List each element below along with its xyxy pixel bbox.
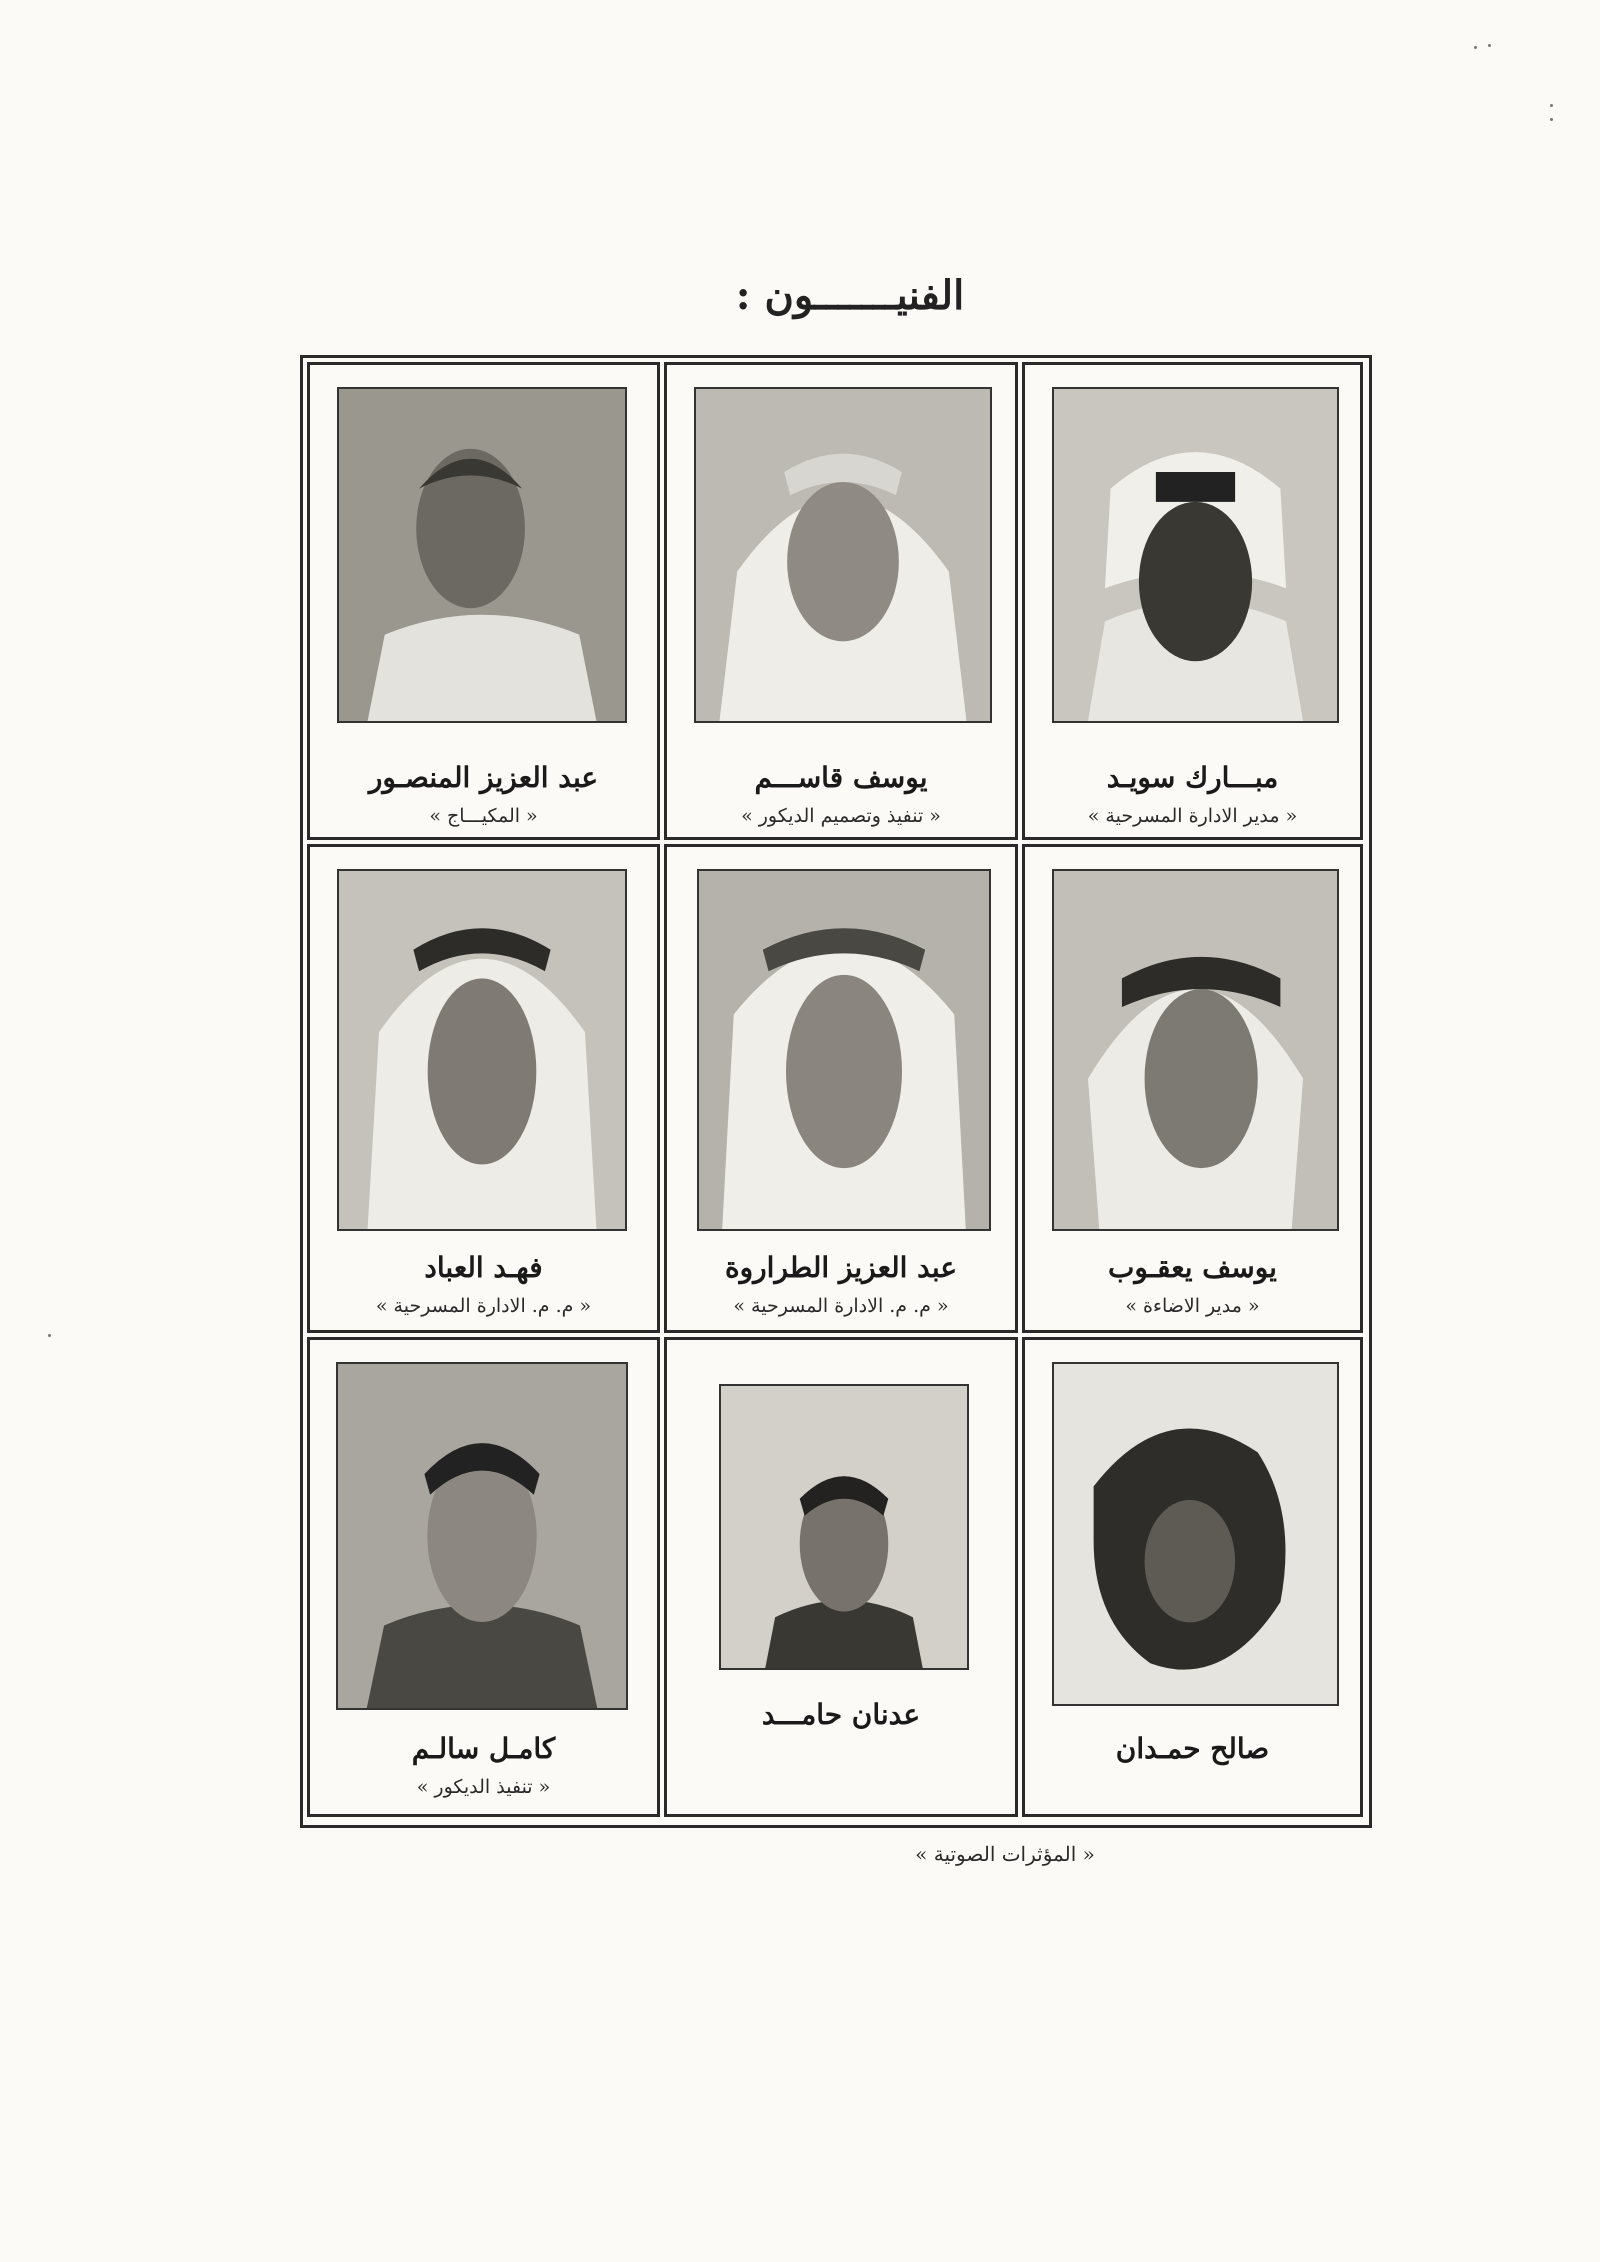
portrait-card-5 bbox=[664, 844, 1018, 1333]
page-title: الفنيـــــــون : bbox=[735, 272, 965, 319]
person-silhouette-icon bbox=[699, 871, 989, 1229]
portrait-photo bbox=[694, 387, 992, 723]
person-role: « مدير الاضاءة » bbox=[1125, 1295, 1260, 1317]
portrait-card-4 bbox=[1022, 844, 1363, 1333]
portrait-card-9 bbox=[307, 1337, 660, 1817]
person-silhouette-icon bbox=[338, 1364, 626, 1708]
portrait-card-8 bbox=[664, 1337, 1018, 1817]
person-name: يوسف يعقـوب bbox=[1108, 1251, 1277, 1284]
person-role: « المكيـــاج » bbox=[429, 805, 538, 827]
scan-speck bbox=[1474, 46, 1477, 49]
scan-speck bbox=[1488, 44, 1491, 47]
portrait-photo bbox=[1052, 869, 1339, 1231]
portrait-card-6 bbox=[307, 844, 660, 1333]
portrait-photo bbox=[1052, 387, 1339, 723]
portrait-card-2 bbox=[664, 362, 1018, 840]
portrait-photo bbox=[1052, 1362, 1339, 1706]
person-role: « م. م. الادارة المسرحية » bbox=[733, 1295, 949, 1317]
person-name: فهـد العباد bbox=[424, 1251, 543, 1284]
footer-caption: « المؤثرات الصوتية » bbox=[915, 1842, 1095, 1866]
person-role: « تنفيذ وتصميم الديكور » bbox=[741, 805, 941, 827]
portrait-card-7 bbox=[1022, 1337, 1363, 1817]
person-name: كامـل سالـم bbox=[411, 1732, 556, 1765]
person-silhouette-icon bbox=[1054, 1364, 1337, 1704]
portrait-photo bbox=[719, 1384, 969, 1670]
person-name: عدنان حامـــد bbox=[761, 1698, 921, 1731]
person-silhouette-icon bbox=[696, 389, 990, 721]
person-role: « مدير الادارة المسرحية » bbox=[1087, 805, 1298, 827]
portrait-photo bbox=[697, 869, 991, 1231]
person-silhouette-icon bbox=[339, 389, 625, 721]
scan-speck bbox=[1550, 104, 1553, 107]
person-name: صالح حمـدان bbox=[1115, 1732, 1270, 1765]
portrait-card-3 bbox=[307, 362, 660, 840]
portrait-card-1 bbox=[1022, 362, 1363, 840]
person-role: « م. م. الادارة المسرحية » bbox=[375, 1295, 592, 1317]
person-name: عبد العزيز المنصـور bbox=[368, 761, 599, 794]
person-silhouette-icon bbox=[1054, 871, 1337, 1229]
person-silhouette-icon bbox=[339, 871, 625, 1229]
portrait-photo bbox=[337, 869, 627, 1231]
portrait-photo bbox=[337, 387, 627, 723]
portrait-photo bbox=[336, 1362, 628, 1710]
person-name: عبد العزيز الطراروة bbox=[724, 1251, 958, 1284]
portrait-grid bbox=[300, 355, 1372, 1828]
person-silhouette-icon bbox=[721, 1386, 967, 1668]
person-silhouette-icon bbox=[1054, 389, 1337, 721]
person-role: « تنفيذ الديكور » bbox=[416, 1776, 551, 1798]
scan-speck bbox=[1550, 118, 1553, 121]
scan-speck bbox=[48, 1334, 51, 1337]
person-name: يوسف قاســـم bbox=[754, 761, 928, 794]
person-name: مبـــارك سويـد bbox=[1106, 761, 1279, 794]
